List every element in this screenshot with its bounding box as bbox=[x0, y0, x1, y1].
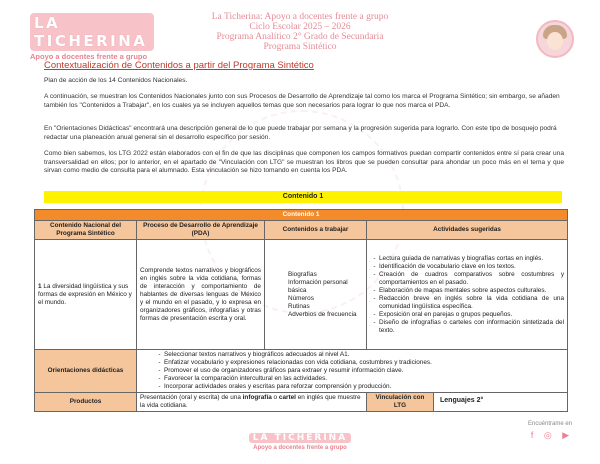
productos-bold-2: cartel bbox=[278, 394, 296, 401]
instagram-icon[interactable]: ◎ bbox=[543, 430, 552, 440]
contenido-item: Adverbios de frecuencia bbox=[288, 310, 357, 318]
contenido-number: 1 bbox=[38, 282, 42, 290]
contenido-item: Información personal básica bbox=[288, 278, 348, 294]
cell-actividades bbox=[367, 240, 568, 350]
actividad-item: - Lectura guiada de narrativas y biografías cortas en inglés. bbox=[379, 255, 564, 263]
cell-pda: Comprende textos narrativos y biográficos en inglés sobre la vida cotidiana, formas de interacción y comportamiento de hablantes de diversas lenguas de México y el mundo en el pasado, y lo expresa en organizadores gráficos, infografías y otras formas de presentación escrita y oral. bbox=[137, 240, 265, 350]
vinculacion-value: Lenguajes 2° bbox=[440, 397, 484, 404]
content-table bbox=[34, 209, 568, 412]
paragraph-2: A continuación, se muestran los Contenidos Nacionales junto con sus Procesos de Desarrollo de Aprendizaje tal como los marca el Programa Sintético; sin embargo, se añaden también los "Contenidos a Trabajar", en los cuales ya se incluyen aquellos temas que son necesarios para lograr lo que nos marca el PDA. bbox=[44, 93, 560, 109]
footer-logo bbox=[240, 427, 360, 451]
actividad-item: - Redacción breve en inglés sobre la vida cotidiana de una comunidad lingüística específica. bbox=[379, 295, 564, 311]
cell-contenidos bbox=[265, 240, 367, 350]
contenido-item: Números bbox=[288, 294, 314, 302]
header-line-1: La Ticherina: Apoyo a docentes frente a grupo bbox=[211, 12, 389, 22]
paragraph-3: En "Orientaciones Didácticas" encontrará una descripción general de lo que puede trabajar por semana y la progresión sugerida para lograrlo. Con este tipo de bosquejo podrá redactar una planeación anual general sin el desarrollo específico por sesión. bbox=[44, 125, 557, 141]
facebook-icon[interactable]: f bbox=[530, 430, 534, 440]
col-header-contenidos: Contenidos a trabajar bbox=[265, 221, 367, 240]
section-title: Contextualización de Contenidos a partir del Programa Sintético bbox=[44, 60, 314, 71]
footer-logo-subtitle: Apoyo a docentes frente a grupo bbox=[253, 445, 347, 451]
productos-text-a: Presentación (oral y escrita) de una bbox=[140, 394, 243, 401]
header-line-2: Ciclo Escolar 2025 – 2026 bbox=[249, 22, 351, 32]
productos-label: Productos bbox=[35, 393, 137, 412]
paragraph-4: Como bien sabemos, los LTG 2022 están elaborados con el fin de que las disciplinas que componen los campos formativos puedan compartir contenidos entre sí para crear una transversalidad en ellos; por lo anterior, en el apartado de "Vinculación con LTG" se muestran los libros que se pueden consultar para ahondar un poco más en el tema y que sirvan como medio de consulta para el alumnado. Esta vinculación se hizo tomando en cuenta los PDA. bbox=[44, 150, 564, 175]
logo-title: LA TICHERINA bbox=[30, 13, 154, 51]
orientacion-item: - Favorecer la comparación intercultural en las actividades. bbox=[164, 375, 564, 383]
actividad-item: - Creación de cuadros comparativos sobre costumbres y comportamientos en el pasado. bbox=[379, 271, 564, 287]
contenido-text: La diversidad lingüística y sus formas de expresión en México y el mundo. bbox=[38, 282, 132, 306]
youtube-icon[interactable]: ▶ bbox=[562, 430, 570, 440]
productos-bold-1: infografía bbox=[242, 394, 272, 401]
avatar bbox=[536, 20, 574, 58]
paragraph-1: Plan de acción de los 14 Contenidos Nacionales. bbox=[44, 77, 188, 84]
footer-logo-title: LA TICHERINA bbox=[249, 433, 351, 443]
actividad-item: - Exposición oral en parejas o grupos pequeños. bbox=[379, 311, 564, 319]
col-header-pda: Proceso de Desarrollo de Aprendizaje (PDA) bbox=[137, 221, 265, 240]
orientacion-item: - Incorporar actividades orales y escritas para reforzar comprensión y producción. bbox=[164, 383, 564, 391]
cell-vinculacion bbox=[367, 393, 568, 412]
brand-logo bbox=[30, 13, 154, 61]
contenido-item: Rutinas bbox=[288, 302, 310, 310]
actividad-item: - Diseño de infografías o carteles con información sintetizada del texto. bbox=[379, 319, 564, 335]
avatar-face bbox=[547, 32, 563, 50]
productos-text-c: en inglés que muestre la vida cotidiana. bbox=[140, 394, 361, 409]
orientaciones-label: Orientaciones didácticas bbox=[35, 350, 137, 393]
actividad-item: - Identificación de vocabulario clave en los textos. bbox=[379, 263, 564, 271]
document-header bbox=[170, 12, 430, 52]
cell-contenido bbox=[35, 240, 137, 350]
orientacion-item: - Enfatizar vocabulario y expresiones relacionadas con vida cotidiana, costumbres y tradiciones. bbox=[164, 359, 564, 367]
orientacion-item: - Seleccionar textos narrativos y biográficos adecuados al nivel A1. bbox=[164, 351, 564, 359]
header-line-3: Programa Analítico 2° Grado de Secundaria bbox=[216, 32, 384, 42]
col-header-actividades: Actividades sugeridas bbox=[367, 221, 568, 240]
content-banner: Contenido 1 bbox=[44, 191, 562, 203]
cell-orientaciones bbox=[137, 350, 568, 393]
logo-subtitle: Apoyo a docentes frente a grupo bbox=[30, 52, 148, 61]
orientacion-item: - Promover el uso de organizadores gráficos para extraer y resumir información clave. bbox=[164, 367, 564, 375]
header-line-4: Programa Sintético bbox=[263, 42, 337, 52]
col-header-contenido: Contenido Nacional del Programa Sintético bbox=[35, 221, 137, 240]
social-label: Encuéntrame en bbox=[527, 421, 573, 427]
contenido-item: Biografías bbox=[288, 270, 317, 278]
actividad-item: - Elaboración de mapas mentales sobre aspectos culturales. bbox=[379, 287, 564, 295]
social-links bbox=[515, 421, 585, 441]
cell-productos bbox=[137, 393, 367, 412]
vinculacion-label: Vinculación con LTG bbox=[367, 393, 434, 411]
table-top-header: Contenido 1 bbox=[35, 210, 568, 221]
productos-text-b: o bbox=[271, 394, 279, 401]
